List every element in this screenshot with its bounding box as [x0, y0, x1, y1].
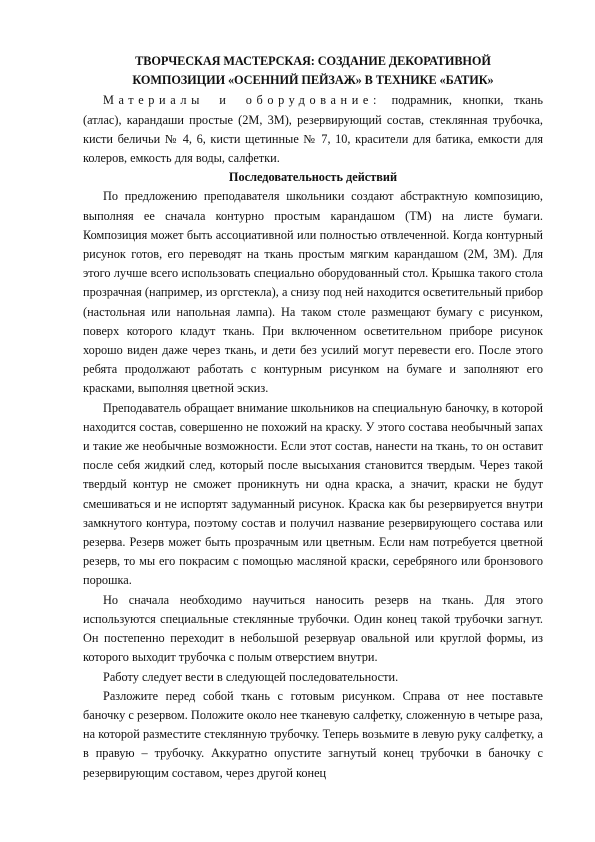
document-content [83, 52, 543, 783]
materials-text: подрамник, кнопки, ткань (атлас), карандаши простые (2М, 3М), резервирующий состав, стеклянная трубочка, кисти беличьи № 4, 6, кисти щетинные № 7, 10, красители для батика, емкости для колеров, емкость для воды, салфетки. [83, 93, 543, 166]
body-paragraph-1: По предложению преподавателя школьники создают абстрактную композицию, выполняя ее сначала контурно простым карандашом (ТМ) на листе бумаги. Композиция может быть ассоциативной или полностью отвлеченной. Когда контурный рисунок готов, его переводят на ткань простым мягким карандашом (2М, 3М). Для этого лучше всего использовать специально оборудованный стол. Крышка такого стола прозрачная (например, из оргстекла), а снизу под ней находится осветительный прибор (настольная или напольная лампа). На таком столе размещают бумагу с рисунком, поверх которого кладут ткань. При включенном осветительном приборе рисунок хорошо виден даже через ткань, и дети без усилий могут перевести его. После этого ребята продолжают работать с контурным рисунком на бумаге и заполняют его красками, выполняя цветной эскиз. [83, 189, 543, 396]
body-paragraph-2: Преподаватель обращает внимание школьников на специальную баночку, в которой находится состав, совершенно не похожий на краску. У этого состава необычный запах и такие же необычные возможности. Если этот состав, нанести на ткань, то он оставит после себя жидкий след, который после высыхания становится твердым. Через такой твердый контур не сможет проникнуть ни одна краска, а значит, краски не будут смешиваться и не испортят задуманный рисунок. Краска как бы резервируется внутри замкнутого контура, поэтому состав и получил название резервирующего состава или резерва. Резерв может быть прозрачным или цветным. Если нам потребуется цветной резерв, то мы его покрасим с помощью масляной краски, серебряного или бронзового порошка. [83, 400, 543, 588]
title-line-1: ТВОРЧЕСКАЯ МАСТЕРСКАЯ: СОЗДАНИЕ ДЕКОРАТИВНОЙ [135, 54, 491, 68]
title-line-2: КОМПОЗИЦИИ «ОСЕННИЙ ПЕЙЗАЖ» В ТЕХНИКЕ «БАТИК» [132, 73, 494, 88]
body-paragraph-3: Но сначала необходимо научиться наносить резерв на ткань. Для этого используются специальные стеклянные трубочки. Один конец такой трубочки загнут. Он постепенно переходит в небольшой резервуар овальной или круглой формы, из которого выходит трубочка с полым отверстием внутри. [83, 592, 543, 665]
document-title [83, 52, 543, 90]
body-paragraph-5: Разложите перед собой ткань с готовым рисунком. Справа от нее поставьте баночку с резервом. Положите около нее тканевую салфетку, сложенную в четыре раза, на которой разместите стеклянную трубочку. Теперь возьмите в левую руку салфетку, а в правую – трубочку. Аккуратно опустите загнутый конец трубочки в баночку с резервирующим составом, через другой конец [83, 688, 543, 780]
materials-paragraph [83, 91, 543, 168]
materials-label: Материалы и оборудование: [103, 93, 381, 108]
section-subheading: Последовательность действий [228, 170, 398, 185]
body-paragraph-4: Работу следует вести в следующей последовательности. [103, 669, 399, 684]
